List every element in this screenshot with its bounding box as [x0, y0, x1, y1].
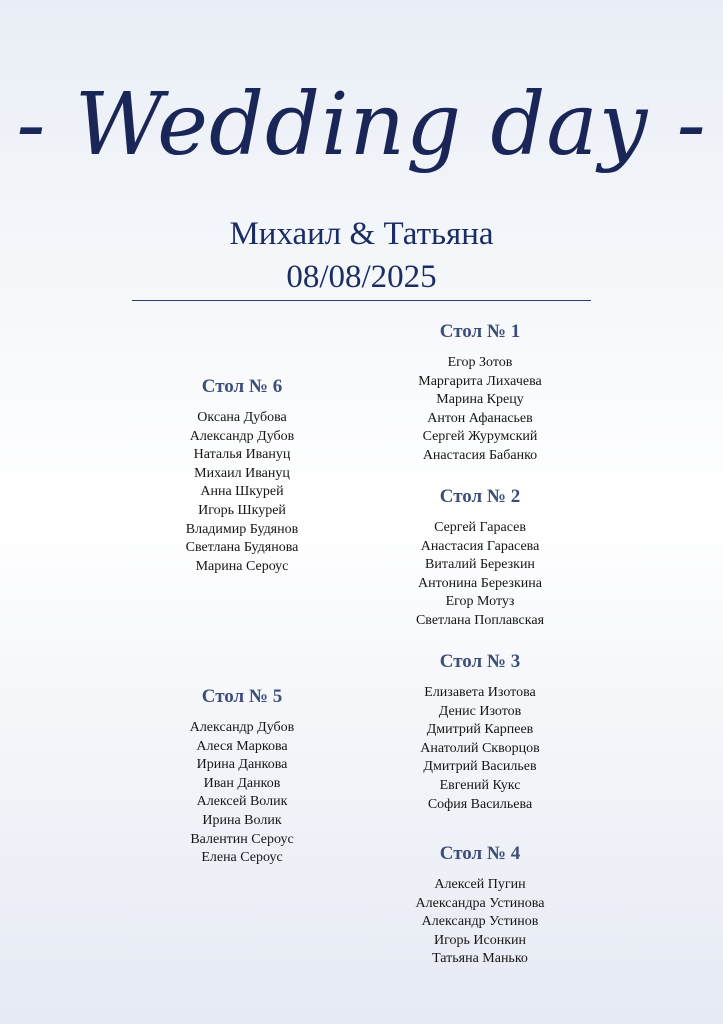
table-2 [380, 485, 580, 631]
guest-name: Сергей Журумский [422, 429, 538, 445]
guest-name: Маргарита Лихачева [418, 373, 542, 389]
guest-name: Анатолий Скворцов [420, 740, 540, 756]
table-name: Стол № 6 [201, 376, 283, 397]
guest-name: Антонина Березкина [418, 575, 542, 591]
guest-name: Марина Крецу [436, 392, 524, 408]
guest-name: Михаил Ивануц [194, 465, 290, 481]
table-name: Стол № 5 [201, 686, 283, 707]
guest-name: Анна Шкурей [200, 484, 284, 500]
guest-name: Иван Данков [203, 775, 281, 791]
guest-name: Наталья Ивануц [193, 447, 291, 463]
guest-name: Денис Изотов [438, 703, 522, 719]
guest-name: Александра Устинова [415, 895, 545, 911]
guest-name: Ирина Данкова [196, 757, 288, 773]
guest-name: Егор Мотуз [445, 594, 515, 610]
divider [132, 300, 591, 301]
guest-name: Елена Сероус [201, 850, 283, 866]
guest-name: Дмитрий Карпеев [426, 722, 534, 738]
guest-name: Антон Афанасьев [427, 410, 533, 426]
guest-name: Александр Устинов [421, 914, 539, 930]
table-name: Стол № 1 [439, 321, 521, 342]
table-name: Стол № 2 [439, 486, 521, 507]
guest-name: Алексей Пугин [434, 877, 526, 892]
guest-name: Владимир Будянов [185, 521, 299, 537]
guest-name: Егор Зотов [447, 355, 513, 370]
wedding-date: 08/08/2025 [286, 259, 437, 295]
guest-name: Анастасия Гарасева [420, 538, 540, 554]
guest-name: Алеся Маркова [196, 738, 288, 754]
table-5 [142, 685, 342, 868]
guest-name: Игорь Шкурей [198, 502, 286, 518]
guest-name: Ирина Волик [202, 812, 282, 828]
guest-name: Александр Дубов [189, 428, 295, 444]
table-4 [380, 842, 580, 969]
couple-names: Михаил & Татьяна [229, 216, 494, 252]
guest-name: Анастасия Бабанко [422, 447, 538, 463]
table-1 [380, 320, 580, 466]
guest-name: Дмитрий Васильев [423, 759, 537, 775]
guest-name: Татьяна Манько [432, 951, 528, 967]
guest-name: Александр Дубов [189, 720, 295, 735]
guest-name: Сергей Гарасев [434, 520, 526, 535]
guest-name: Виталий Березкин [425, 557, 535, 573]
table-name: Стол № 3 [439, 651, 521, 672]
page-title: - Wedding day - [16, 75, 707, 175]
guest-name: София Васильева [427, 796, 533, 812]
guest-name: Игорь Исонкин [434, 932, 526, 948]
table-6 [142, 375, 342, 576]
table-name: Стол № 4 [439, 843, 521, 864]
guest-name: Елизавета Изотова [424, 685, 536, 700]
guest-name: Евгений Кукс [439, 777, 521, 793]
table-3 [380, 650, 580, 814]
guest-name: Валентин Сероус [190, 831, 294, 847]
guest-name: Марина Сероус [195, 558, 289, 574]
guest-name: Светлана Поплавская [415, 612, 545, 628]
guest-name: Алексей Волик [196, 794, 288, 810]
guest-name: Светлана Будянова [185, 540, 299, 556]
guest-name: Оксана Дубова [197, 410, 287, 425]
